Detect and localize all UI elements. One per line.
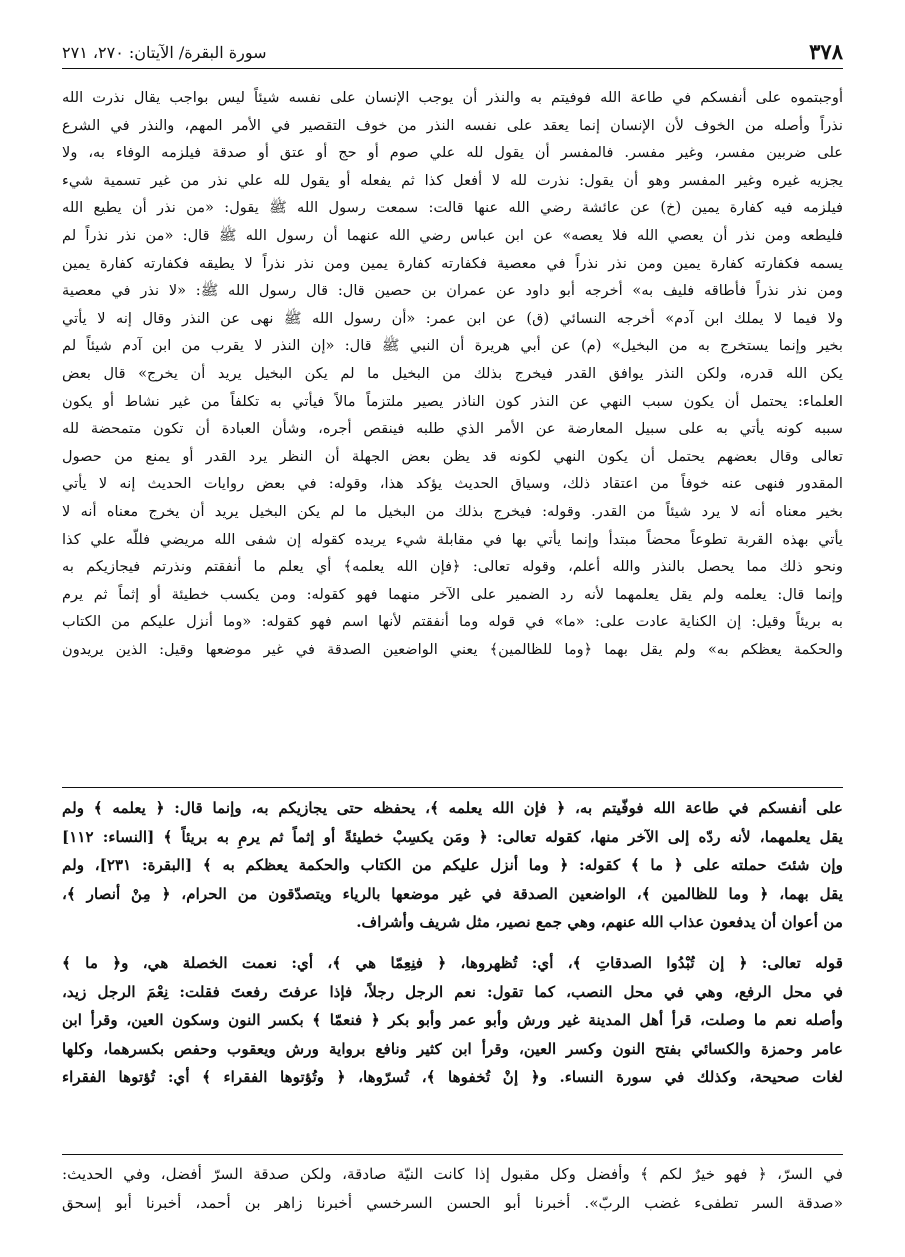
tafsir-line: على ضربين مفسر، وغير مفسر. فالمفسر أن يقول لله علي صوم أو حج أو عتق أو صدقة فيلزمه الوفاء به، ولا <box>62 144 843 162</box>
tafsir-line: وإنما قال: يعلمه ولم يقل يعلمهما لأنه رد الضمير على الآخر منهما فهو كقوله: ومن يكسب خطيئة أو إثماً ثم يرم <box>62 585 843 603</box>
tafsir-line: به بريئاً وقيل: إن الكناية عادت على: «ما» في قوله وما أنفقتم لأنها اسم فهو كقوله: «وما أنزل عليكم من الكتاب <box>62 613 843 631</box>
footnote-block <box>62 1160 843 1218</box>
tafsir-line: ومن نذر نذراً فأطاقه فليف به» أخرجه أبو داود عن عمران بن حصين قال: قال رسول الله ﷺ: «لا نذر في معصية <box>62 282 843 300</box>
commentary-line: في محل الرفع، وهي في محل النصب، كما تقول: نعم الرجل رجلاً، فإذا عرفتَ رفعتَ فقلت: نِعْمَ الرجل زيد، <box>62 982 843 1001</box>
page-number: ٣٧٨ <box>809 39 843 64</box>
tafsir-line: فيلزمه فيه كفارة يمين (خ) عن عائشة رضي الله عنها قالت: سمعت رسول الله ﷺ يقول: «من نذر أن يطيع الله <box>62 199 843 217</box>
tafsir-line: يكن الله قدره، ولكن النذر يوافق القدر فيخرج بذلك من البخيل ما لم يكن البخيل يريد أن يخرج» قال بعض <box>62 364 843 382</box>
section-divider <box>62 787 843 788</box>
commentary-line: لغات صحيحة، وكذلك في سورة النساء. و﴿ إنْ تُخفوها ﴾، تُسرّوها، ﴿ وتُؤتوها الفقراء ﴾ أي: تُؤتوها الفقراء <box>62 1068 843 1087</box>
paragraph-gap <box>62 937 843 949</box>
tafsir-line: تعالى وقال بعضهم يحتمل أن يكون النهي لكونه قد يظن بعض الجهلة أن النظر يرد القدر أو يمنع من حصول <box>62 447 843 465</box>
tafsir-line: ونحو ذلك مما يحصل بالنذر والله أعلم، وقوله تعالى: ﴿فإن الله يعلمه﴾ أي يعلم ما أنفقتم ونذرتم فيجازيكم به <box>62 558 843 576</box>
commentary-line: وإن شئتَ حملته على ﴿ ما ﴾ كقوله: ﴿ وما أنزل عليكم من الكتاب والحكمة يعظكم به ﴾ [البقرة: ٢٣١]، ولم <box>62 856 843 875</box>
tafsir-line: سببه كونه يأتي به على سبيل المعارضة عن الأمر الذي طلبه فينقص أجره، وشأن العبادة أن تكون متمحضة لله <box>62 420 843 438</box>
commentary-block <box>62 794 843 1092</box>
commentary-line: عامر وحمزة والكسائي بفتح النون وكسر العين، وقرأ ابن كثير ونافع برواية ورش ويعقوب وحفص بكسرهما، وكلها <box>62 1039 843 1058</box>
footnote-line: في السرّ، ﴿ فهو خيرٌ لكم ﴾ وأفضل وكل مقبول إذا كانت النيّة صادقة، ولكن صدقة السرّ أفضل، وفي الحديث: <box>62 1165 843 1183</box>
commentary-line: قوله تعالى: ﴿ إن تُبْدُوا الصدقاتِ ﴾، أي: تُظهروها، ﴿ فنِعِمّا هي ﴾، أي: نعمت الخصلة هي، و﴿ ما ﴾ <box>62 953 843 972</box>
tafsir-line: بخير معناه أنه لا يرد شيئاً من القدر. وقوله: فيخرج بذلك من البخيل ما لم يكن البخيل يريد أن يخرج معناه أنه لا <box>62 502 843 520</box>
commentary-line: يقل بهما، ﴿ وما للظالمين ﴾، الواضعين الصدقة في غير موضعها بالرياء ويتصدّقون من الحرام، ﴿ مِنْ أنصار ﴾، <box>62 884 843 903</box>
commentary-line: على أنفسكم في طاعة الله فوفّيتم به، ﴿ فإن الله يعلمه ﴾، يحفظه حتى يجازيكم به، وإنما قال: ﴿ يعلمه ﴾ ولم <box>62 799 843 817</box>
commentary-line: وأصله نعم ما وصلت، قرأ أهل المدينة غير ورش وأبو عمر وأبو بكر ﴿ فنعمّا ﴾ بكسر النون وسكون العين، وقرأ ابن <box>62 1011 843 1030</box>
running-head: سورة البقرة/ الآيتان: ٢٧٠، ٢٧١ <box>62 43 267 62</box>
footnote-divider <box>62 1154 843 1155</box>
tafsir-line: يجزيه غيره وغير المفسر وهو أن يقول: نذرت لله لا أفعل كذا ثم يفعله أو يقول لله علي نذر من غير تسمية شيء <box>62 171 843 189</box>
tafsir-line: يأتي بهذه القربة تطوعاً محضاً مبتدأ وإنما يأتي بها في مقابلة شيء يريده كقوله إن شفى الله مريضي فللّه علي كذا <box>62 530 843 548</box>
tafsir-line: أوجبتموه على أنفسكم في طاعة الله فوفيتم به والنذر أن يوجب الإنسان على نفسه شيئاً ليس بواجب يقال نذرت الله <box>62 89 843 106</box>
tafsir-line: ولا فيما لا يملك ابن آدم» أخرجه النسائي (ق) عن ابن عمر: «أن رسول الله ﷺ نهى عن النذر وقال إنه لا يأتي <box>62 309 843 327</box>
page-header <box>62 38 843 69</box>
tafsir-line: فليطعه ومن نذر أن يعصي الله فلا يعصه» عن ابن عباس رضي الله عنهما أن رسول الله ﷺ قال: «من نذر نذراً لم <box>62 226 843 244</box>
tafsir-line: والحكمة يعظكم به» ولم يقل بهما ﴿وما للظالمين﴾ يعني الواضعين الصدقة في غير موضعها وقيل: الذين يريدون <box>62 640 843 658</box>
commentary-line: من أعوان أن يدفعون عذاب الله عنهم، وهي جمع نصير، مثل شريف وأشراف. <box>356 913 843 932</box>
tafsir-line: بخير وإنما يستخرج به من البخيل» (م) عن أبي هريرة أن النبي ﷺ قال: «إن النذر لا يقرب من ابن آدم شيئاً لم <box>62 337 843 355</box>
tafsir-text-block <box>62 84 843 663</box>
tafsir-line: يسمه فكفارته كفارة يمين ومن نذر نذراً في معصية فكفارته كفارة يمين ومن نذر نذراً لا يطيقه فكفارته كفارة يمين <box>62 254 843 272</box>
tafsir-line: نذراً وأصله من الخوف لأن الإنسان إنما يعقد على نفسه النذر من خوف التقصير في الأمر المهم، والنذر في الشرع <box>62 116 843 134</box>
tafsir-line: العلماء: يحتمل أن يكون سبب النهي عن النذر كون الناذر يصير ملتزماً مالاً فيأتي به تكلفاً من غير نشاط أو يكون <box>62 392 843 410</box>
tafsir-line: المقدور فنهى عنه خوفاً من اعتقاد ذلك، وسياق الحديث يؤكد هذا، وقوله: في بعض روايات الحديث إنه لا يأتي <box>62 475 843 493</box>
commentary-line: يقل يعلمهما، لأنه ردّه إلى الآخر منها، كقوله تعالى: ﴿ ومَن يكسِبْ خطيئةً أو إثماً ثم يرمِ به بريئاً ﴾ [النساء: ١١٢] <box>62 827 843 846</box>
footnote-line: «صدقة السر تطفىء غضب الربّ». أخبرنا أبو الحسن السرخسي أخبرنا زاهر بن أحمد، أخبرنا أبو إسحق <box>62 1194 843 1212</box>
